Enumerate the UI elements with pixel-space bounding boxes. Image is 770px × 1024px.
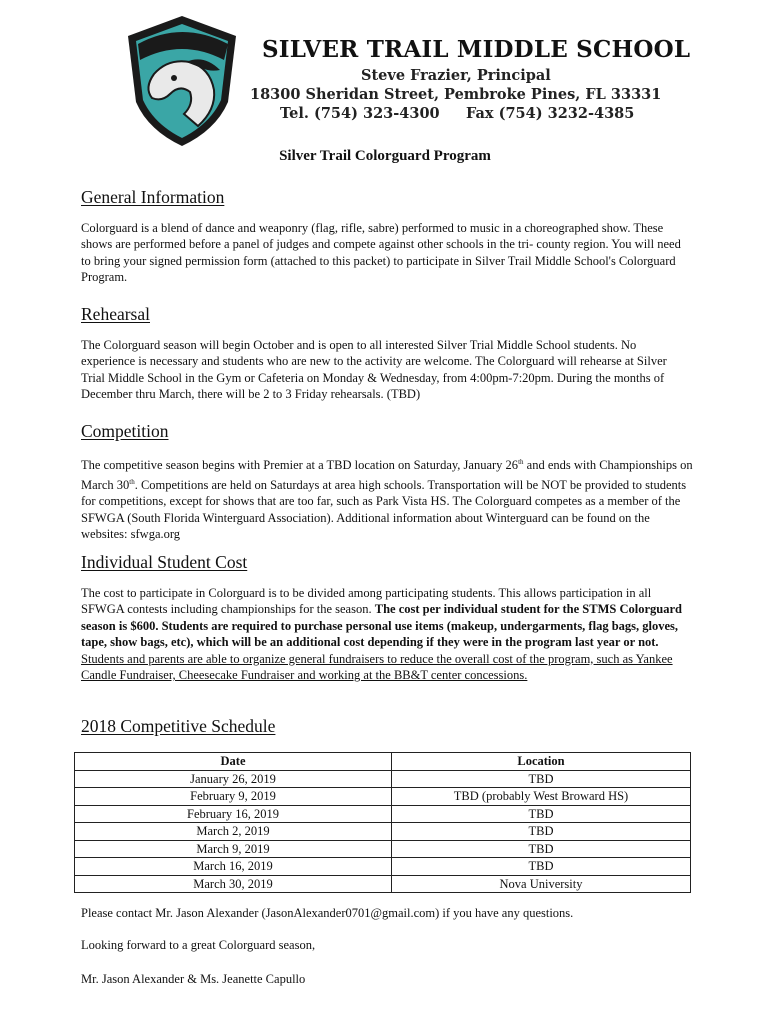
schedule-section — [81, 716, 693, 737]
table-row — [75, 805, 691, 823]
table-row — [75, 840, 691, 858]
general-information-text: Colorguard is a blend of dance and weaponry (flag, rifle, sabre) performed to music in a choreographed show. These shows are performed before a panel of judges and compete against other schools in the tri- county region. You will need to bring your signed permission form (attached to this packet) to participate in Silver Trail Middle School's Colorguard Program. — [81, 221, 681, 285]
competition-text — [81, 454, 693, 542]
document-title: Silver Trail Colorguard Program — [279, 148, 491, 164]
schedule-table — [74, 752, 691, 893]
location-cell: TBD (probably West Broward HS) — [392, 788, 691, 806]
signature-line: Mr. Jason Alexander & Ms. Jeanette Capullo — [81, 972, 306, 986]
ordinal-suffix: th — [518, 458, 524, 466]
location-cell: TBD — [392, 823, 691, 841]
school-name: SILVER TRAIL MIDDLE SCHOOL — [262, 36, 691, 63]
principal-line: Steve Frazier, Principal — [361, 67, 551, 84]
date-cell: January 26, 2019 — [75, 770, 392, 788]
date-cell: March 9, 2019 — [75, 840, 392, 858]
rehearsal-text: The Colorguard season will begin October and is open to all interested Silver Trial Middle School students. No experience is necessary and students who are new to the activity are welcome. The Colorguard will rehearse at Silver Trial Middle School in the Gym or Cafeteria on Monday & Wednesday, from 4:00pm-7:20pm. During the months of December thru March, there will be 2 to 3 Friday rehearsals. (TBD) — [81, 338, 667, 402]
table-row — [75, 823, 691, 841]
competition-heading: Competition — [81, 421, 169, 441]
location-column-header: Location — [392, 753, 691, 771]
contact-line: Please contact Mr. Jason Alexander (JasonAlexander0701@gmail.com) if you have any questions. — [81, 906, 574, 920]
ordinal-suffix: th — [129, 477, 135, 486]
school-address: 18300 Sheridan Street, Pembroke Pines, FL 33331 — [250, 86, 662, 103]
date-column-header: Date — [75, 753, 392, 771]
phone-number: Tel. (754) 323-4300 — [280, 105, 440, 122]
location-cell: TBD — [392, 840, 691, 858]
competition-text-part: . Competitions are held on Saturdays at area high schools. Transportation will be NOT be provided to students for competitions, except for shows that are too far, such as Park Vista HS. The Colorguard competes as a member of the SFWGA (South Florida Winterguard Association). Additional information about Winterguard can be found on the websites: sfwga.org — [81, 477, 687, 541]
rehearsal-section — [81, 304, 693, 403]
date-cell: March 2, 2019 — [75, 823, 392, 841]
table-row — [75, 788, 691, 806]
schedule-heading: 2018 Competitive Schedule — [81, 716, 276, 736]
student-cost-heading: Individual Student Cost — [81, 552, 248, 572]
table-row — [75, 770, 691, 788]
competition-text-part: The competitive season begins with Premier at a TBD location on Saturday, January 26 — [81, 458, 519, 473]
date-cell: February 16, 2019 — [75, 805, 392, 823]
location-cell: TBD — [392, 770, 691, 788]
student-cost-section — [81, 552, 693, 683]
date-cell: March 30, 2019 — [75, 875, 392, 893]
competition-section — [81, 421, 693, 542]
fundraiser-underlined-text: Students and parents are able to organize general fundraisers to reduce the overall cost of the program, such as Yankee Candle Fundraiser, Cheesecake Fundraiser and working at the BB&T center concessions. — [81, 651, 673, 683]
table-row — [75, 858, 691, 876]
rehearsal-heading: Rehearsal — [81, 304, 150, 324]
general-information-section — [81, 187, 693, 286]
location-cell: TBD — [392, 805, 691, 823]
general-information-heading: General Information — [81, 187, 225, 207]
competition-text-part: and ends with Championships on March 30 — [81, 458, 693, 492]
location-cell: TBD — [392, 858, 691, 876]
closing-line: Looking forward to a great Colorguard season, — [81, 938, 316, 952]
fax-number: Fax (754) 3232-4385 — [466, 105, 635, 122]
student-cost-text — [81, 585, 693, 683]
location-cell: Nova University — [392, 875, 691, 893]
date-cell: March 16, 2019 — [75, 858, 392, 876]
cost-text-part: The cost to participate in Colorguard is to be divided among participating students. This allows participation in all SFWGA contests including championships for the season. — [81, 586, 652, 617]
table-row — [75, 875, 691, 893]
date-cell: February 9, 2019 — [75, 788, 392, 806]
table-header-row — [75, 753, 691, 771]
stms-mustang-logo — [124, 14, 240, 148]
cost-bold-text: The cost per individual student for the STMS Colorguard season is $600. Students are required to purchase personal use items (makeup, undergarments, flag bags, gloves, tape, show bags, etc), which will be an additional cost depending if they were in the program last year or not. — [81, 602, 682, 650]
